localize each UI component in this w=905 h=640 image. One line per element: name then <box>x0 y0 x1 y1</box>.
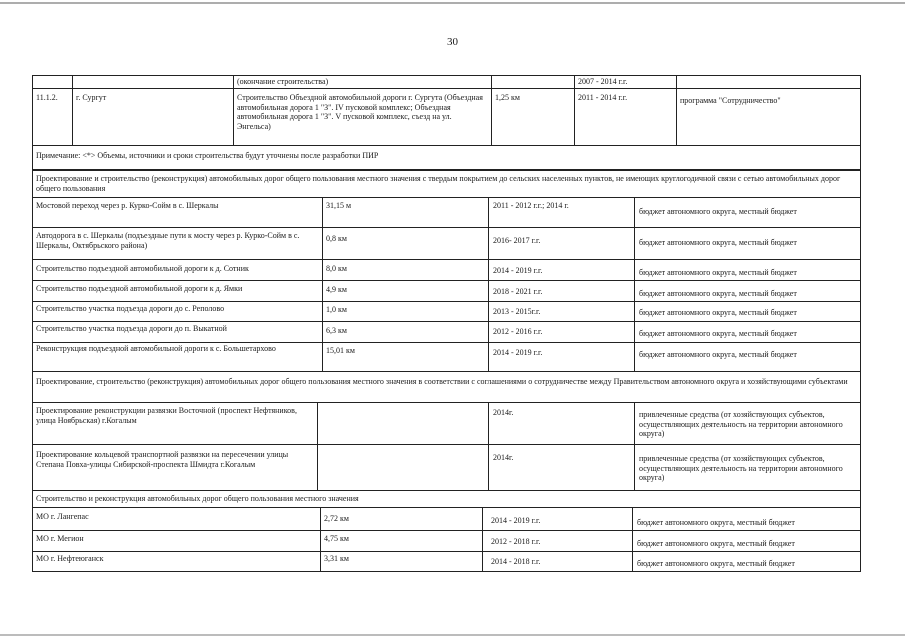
list-item-length <box>318 404 487 408</box>
list-item-length <box>318 448 487 452</box>
list-item-period: 2012 - 2018 г.г. <box>491 537 541 546</box>
list-item: Реконструкция подъездной автомобильной дороги к с. Большетархово <box>36 344 276 353</box>
list-item-length: 4,75 км <box>324 534 349 543</box>
list-item: Строительство участка подъезда дороги до с. Реполово <box>36 304 225 313</box>
list-item-length: 0,8 км <box>326 234 347 243</box>
list-item-funding: привлеченные средства (от хозяйствующих субъектов, осуществляющих деятельность на территории автономного округа) <box>639 454 843 482</box>
list-item-funding: бюджет автономного округа, местный бюджет <box>639 289 797 298</box>
list-item-funding: бюджет автономного округа, местный бюджет <box>637 559 795 568</box>
list-item-length: 3,31 км <box>324 554 349 563</box>
row1-funding: программа "Сотрудничество" <box>680 96 781 105</box>
list-item: Проектирование реконструкции развязки Восточной (проспект Нефтяников, улица Ноябрьская) г.Когалым <box>36 406 297 425</box>
section-2-header: Проектирование, строительство (реконструкция) автомобильных дорог общего пользования местного значения в соответствии с соглашениями о сотрудничестве между Правительством автономного округа и хозяйствующими субъектами <box>36 377 848 386</box>
list-item-period: 2014 - 2019 г.г. <box>493 348 543 357</box>
list-item-funding: бюджет автономного округа, местный бюджет <box>639 329 797 338</box>
list-item: Автодорога в с. Шеркалы (подъездные пути к мосту через р. Курко-Сойм в с. Шеркалы, Октябрьского района) <box>36 231 300 250</box>
list-item-funding: бюджет автономного округа, местный бюджет <box>639 308 797 317</box>
list-item-period: 2014г. <box>493 453 514 462</box>
list-item: Строительство подъездной автомобильной дороги к д. Сотник <box>36 264 249 273</box>
list-item-period: 2014 - 2019 г.г. <box>491 516 541 525</box>
section-3-header: Строительство и реконструкция автомобильных дорог общего пользования местного значения <box>36 494 359 503</box>
row1-city: г. Сургут <box>76 93 107 102</box>
list-item: Проектирование кольцевой транспортной развязки на пересечении улицы Степана Повха-улицы Сибирской-проспекта Шмидта г.Когалым <box>36 450 289 469</box>
list-item: Строительство подъездной автомобильной дороги к д. Ямки <box>36 284 243 293</box>
list-item-funding: бюджет автономного округа, местный бюджет <box>637 539 795 548</box>
row1-number: 11.1.2. <box>36 93 58 102</box>
list-item-length: 2,72 км <box>324 514 349 523</box>
list-item-length: 31,15 м <box>326 201 352 210</box>
list-item-length: 6,3 км <box>326 326 347 335</box>
list-item: МО г. Нефтеюганск <box>36 554 104 563</box>
list-item-period: 2014 - 2019 г.г. <box>493 266 543 275</box>
page-number: 30 <box>447 36 458 48</box>
list-item-period: 2014г. <box>493 408 514 417</box>
list-item-length: 1,0 км <box>326 305 347 314</box>
list-item-funding: бюджет автономного округа, местный бюджет <box>639 350 797 359</box>
list-item-funding: бюджет автономного округа, местный бюджет <box>637 518 795 527</box>
list-item-period: 2018 - 2021 г.г. <box>493 287 543 296</box>
scan-edge-top <box>0 2 905 4</box>
list-item-period: 2011 - 2012 г.г.; 2014 г. <box>493 201 569 210</box>
list-item-length: 4,9 км <box>326 285 347 294</box>
note-row: Примечание: <*> Объемы, источники и сроки строительства будут уточнены после разработки ПИР <box>36 151 379 160</box>
section-1-header: Проектирование и строительство (реконструкция) автомобильных дорог общего пользования местного значения с твердым покрытием до сельских населенных пунктов, не имеющих круглогодичной связи с сетью автомобильных дорог общего пользования <box>36 174 841 193</box>
list-item: Мостовой переход через р. Курко-Сойм в с. Шеркалы <box>36 201 219 210</box>
row0-period: 2007 - 2014 г.г. <box>578 77 628 86</box>
list-item: Строительство участка подъезда дороги до п. Выкатной <box>36 324 227 333</box>
list-item-length: 15,01 км <box>326 346 355 355</box>
scan-edge-bottom <box>0 634 905 636</box>
list-item-funding: привлеченные средства (от хозяйствующих субъектов, осуществляющих деятельность на территории автономного округа) <box>639 410 843 438</box>
list-item-period: 2012 - 2016 г.г. <box>493 327 543 336</box>
list-item-funding: бюджет автономного округа, местный бюджет <box>639 238 797 247</box>
row1-length: 1,25 км <box>495 93 520 102</box>
list-item-period: 2016- 2017 г.г. <box>493 236 541 245</box>
list-item-period: 2014 - 2018 г.г. <box>491 557 541 566</box>
list-item-length: 8,0 км <box>326 264 347 273</box>
list-item-period: 2013 - 2015г.г. <box>493 307 541 316</box>
list-item: МО г. Мегион <box>36 534 84 543</box>
list-item-funding: бюджет автономного округа, местный бюджет <box>639 207 797 216</box>
row1-period: 2011 - 2014 г.г. <box>578 93 628 102</box>
row1-description: Строительство Объездной автомобильной дороги г. Сургута (Объездная автомобильная дорога 1 "З". IV пусковой комплекс; Объездная автомобильная дорога 1 "З". V пусковой комплекс, съезд на ул. Энгельса) <box>237 93 483 131</box>
list-item-funding: бюджет автономного округа, местный бюджет <box>639 268 797 277</box>
row0-description: (окончание строительства) <box>237 77 329 86</box>
list-item: МО г. Лангепас <box>36 512 89 521</box>
